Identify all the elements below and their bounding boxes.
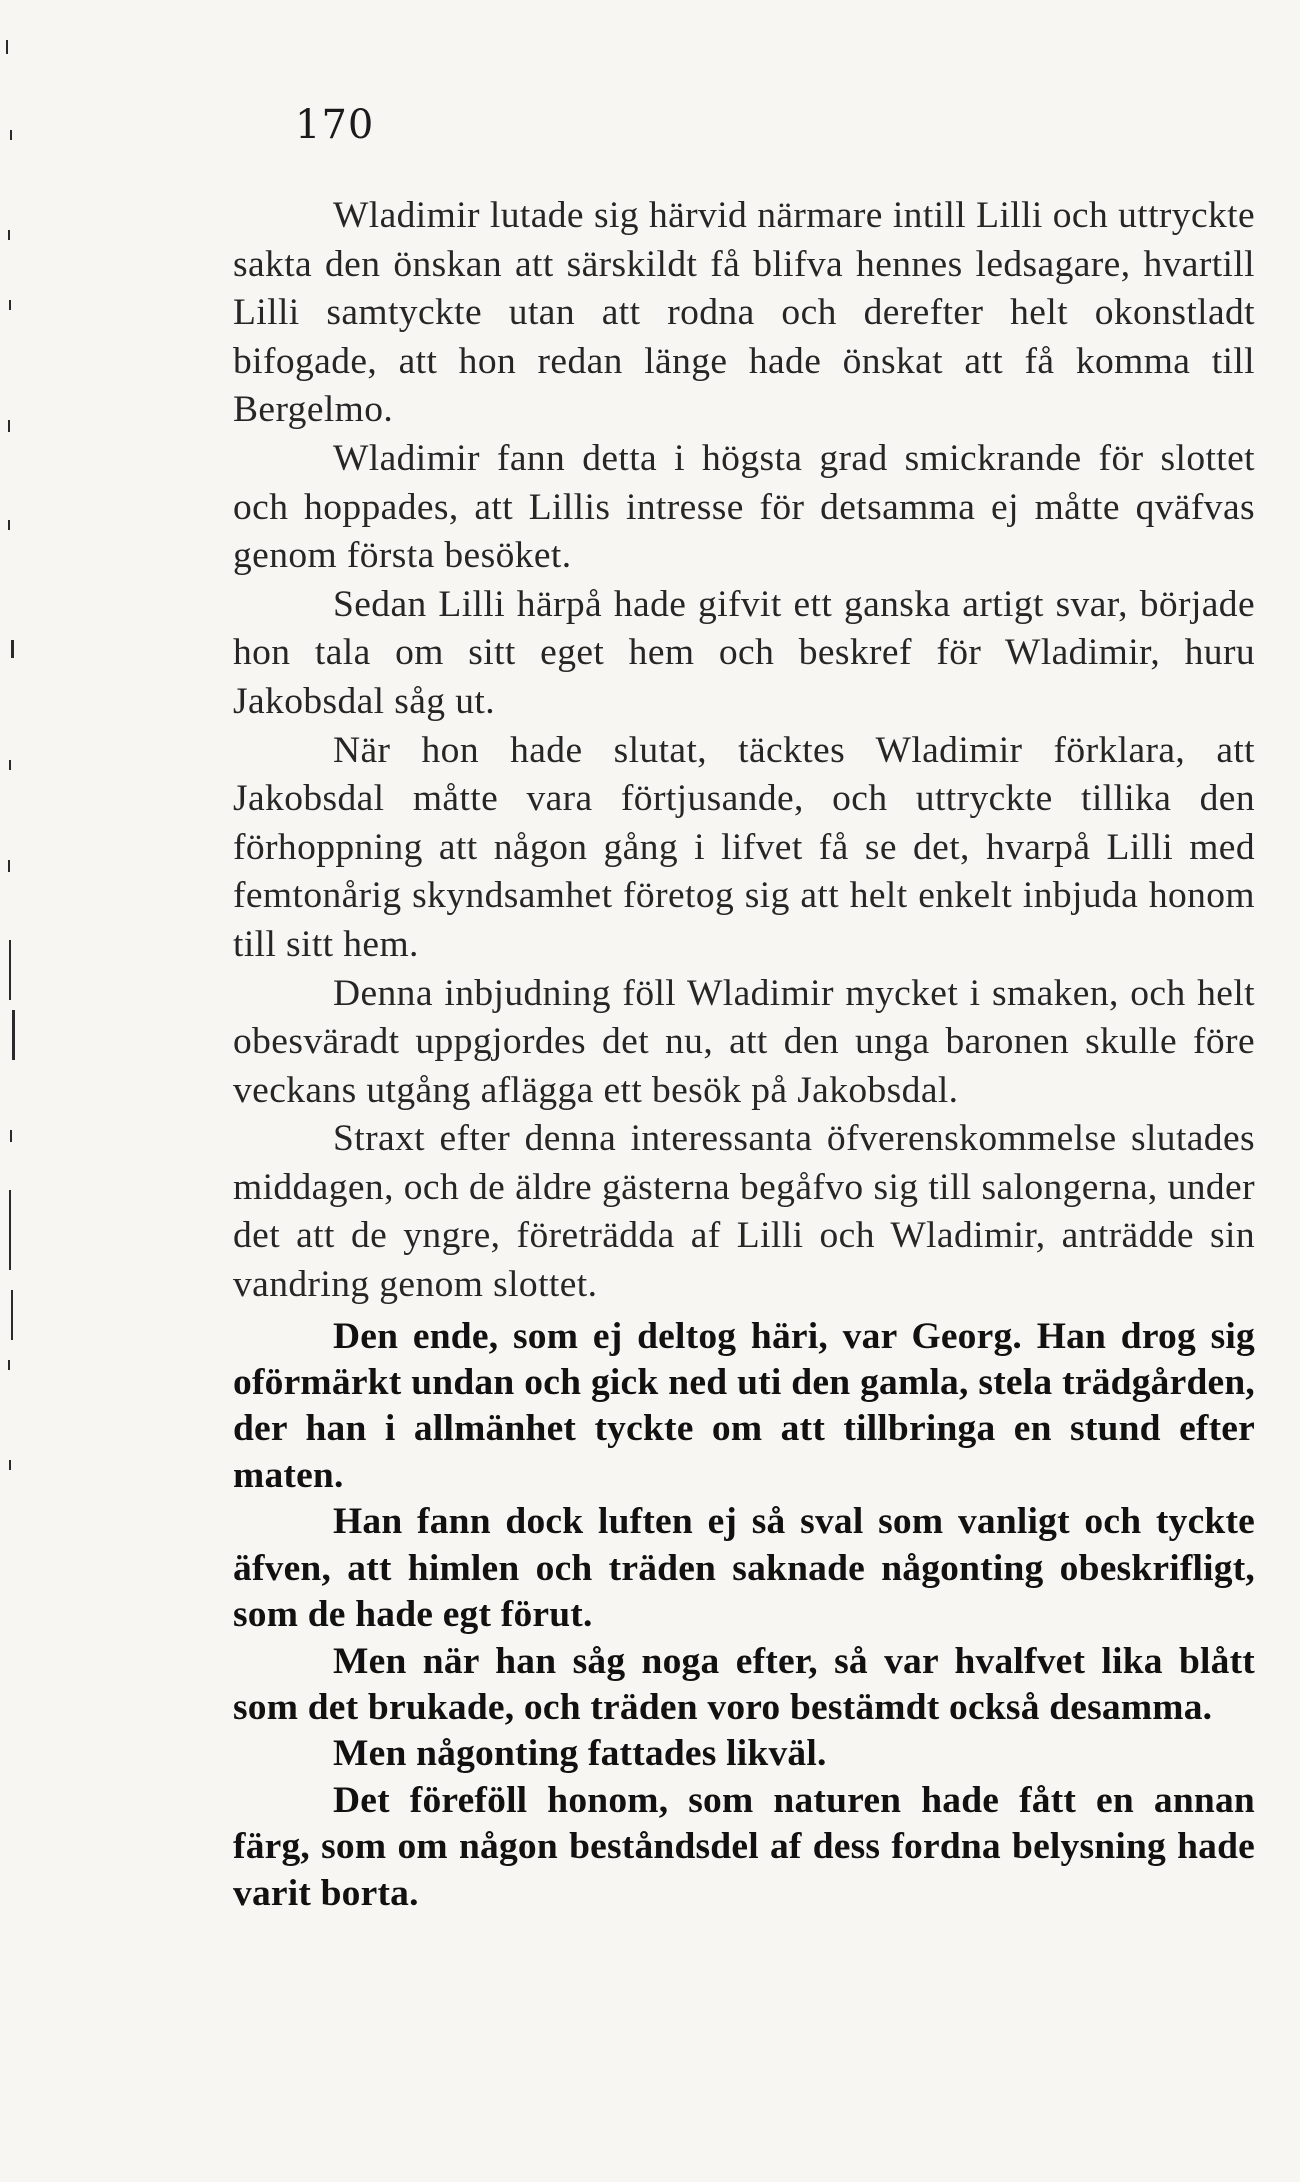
paragraph: När hon hade slutat, täcktes Wladimir förklara, att Jakobsdal måtte vara förtjusande, och uttryckte tillika den förhoppning att någon gång i lifvet få se det, hvarpå Lilli med femtonårig skyndsamhet företog sig att helt enkelt inbjuda honom till sitt hem.	[233, 729, 1255, 965]
light-typeface-section	[233, 192, 1255, 1310]
body-text	[233, 192, 1255, 1917]
paragraph: Det föreföll honom, som naturen hade fått en annan färg, som om någon beståndsdel af dess fordna belysning hade varit borta.	[233, 1779, 1255, 1914]
bold-typeface-section	[233, 1314, 1255, 1917]
paragraph: Men när han såg noga efter, så var hvalfvet lika blått som det brukade, och träden voro bestämdt också desamma.	[233, 1640, 1255, 1728]
paragraph: Wladimir fann detta i högsta grad smickrande för slottet och hoppades, att Lillis intresse för detsamma ej måtte qväfvas genom första besöket.	[233, 437, 1255, 577]
paragraph: Den ende, som ej deltog häri, var Georg. Han drog sig oförmärkt undan och gick ned uti den gamla, stela trädgården, der han i allmänhet tyckte om att tillbringa en stund efter maten.	[233, 1315, 1255, 1496]
paragraph: Han fann dock luften ej så sval som vanligt och tyckte äfven, att himlen och träden saknade någonting obeskrifligt, som de hade egt förut.	[233, 1501, 1255, 1636]
paragraph: Straxt efter denna interessanta öfverenskommelse slutades middagen, och de äldre gästerna begåfvo sig till salongerna, under det att de yngre, företrädda af Lilli och Wladimir, anträdde sin vandring genom slottet.	[233, 1118, 1255, 1306]
page-number: 170	[295, 102, 375, 148]
paragraph: Men någonting fattades likväl.	[333, 1733, 827, 1775]
paragraph: Wladimir lutade sig härvid närmare intill Lilli och uttryckte sakta den önskan att särskildt få blifva hennes ledsagare, hvartill Lilli samtyckte utan att rodna och derefter helt okonstladt bifogade, att hon redan länge hade önskat att få komma till Bergelmo.	[233, 195, 1255, 431]
paragraph: Sedan Lilli härpå hade gifvit ett ganska artigt svar, började hon tala om sitt eget hem och beskref för Wladimir, huru Jakobsdal såg ut.	[233, 583, 1255, 722]
binding-edge	[0, 0, 30, 2182]
paragraph: Denna inbjudning föll Wladimir mycket i smaken, och helt obesväradt uppgjordes det nu, att den unga baronen skulle före veckans utgång aflägga ett besök på Jakobsdal.	[233, 972, 1255, 1111]
